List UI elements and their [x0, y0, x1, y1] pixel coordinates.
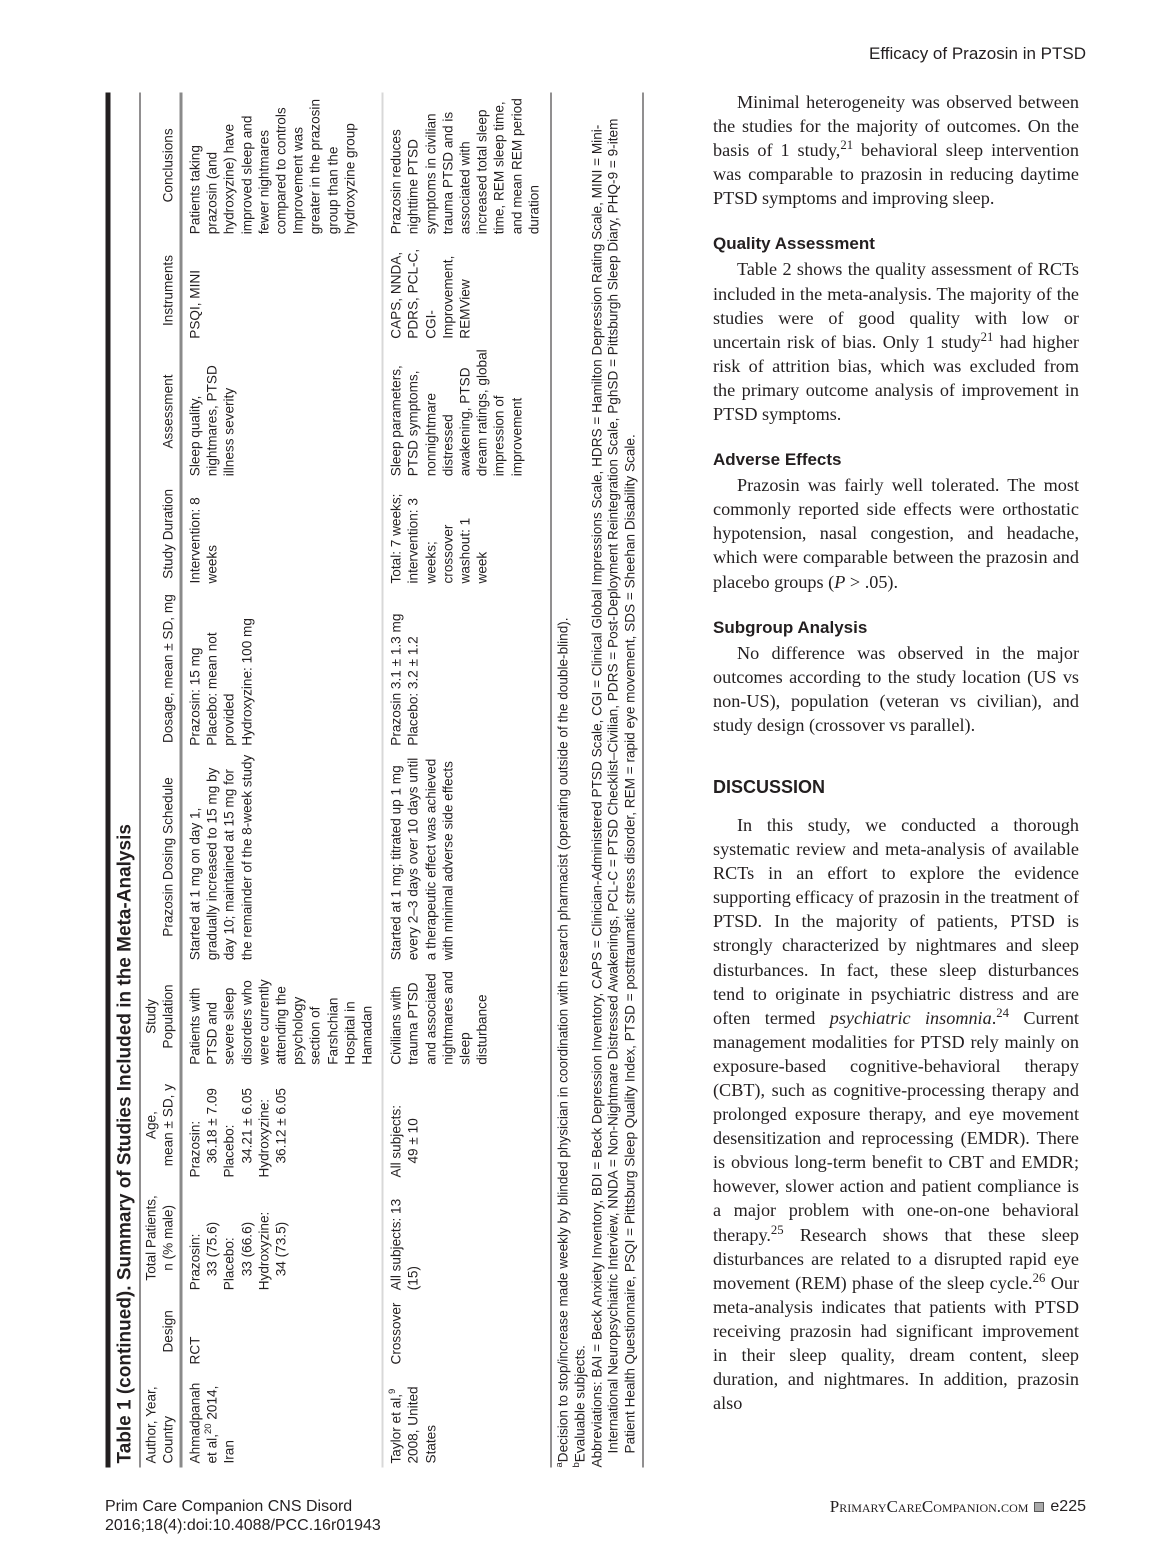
cell-dosing-schedule: Started at 1 mg on day 1, gradually increased to 15 mg by day 10; maintained at 15 mg for the remainder of the 8-week study — [181, 749, 383, 964]
summary-table — [140, 92, 551, 1467]
cell-design: RCT — [181, 1294, 383, 1368]
table-footnotes — [551, 92, 643, 1467]
heading-discussion: DISCUSSION — [713, 776, 826, 797]
table-row — [181, 92, 383, 1467]
running-head: Efficacy of Prazosin in PTSD — [869, 44, 1086, 63]
col-header-design: Design — [140, 1294, 181, 1368]
footer-citation — [105, 1497, 381, 1535]
cell-duration: Total: 7 weeks; intervention: 3 weeks; crossover washout: 1 week — [382, 480, 550, 587]
table-title: Table 1 (continued). Summary of Studies Included in the Meta-Analysis — [105, 92, 140, 1467]
footer-journal: Prim Care Companion CNS Disord — [105, 1498, 353, 1515]
cell-instruments: PSQI, MINI — [181, 238, 383, 343]
heading-quality-assessment: Quality Assessment — [713, 234, 875, 254]
col-header-dosing-schedule: Prazosin Dosing Schedule — [140, 749, 181, 964]
cell-assessment: Sleep quality, nightmares, PTSD illness severity — [181, 342, 383, 480]
cell-assessment: Sleep parameters, PTSD symptoms, nonnightmare distressed awakening, PTSD dream ratings, global impression of improvement — [382, 342, 550, 480]
col-header-age: Age, mean ± SD, y — [140, 1068, 181, 1181]
heading-subgroup-analysis: Subgroup Analysis — [713, 617, 868, 637]
cell-total-patients: Prazosin: 33 (75.6) Placebo: 33 (66.6) Hydroxyzine: 34 (73.5) — [181, 1181, 383, 1294]
square-bullet-icon — [1034, 1502, 1044, 1512]
cell-population: Civilians with trauma PTSD and associated nightmares and sleep disturbance — [382, 964, 550, 1069]
col-header-dosage: Dosage, mean ± SD, mg — [140, 587, 181, 749]
page-number: e225 — [1050, 1498, 1086, 1515]
col-header-instruments: Instruments — [140, 238, 181, 343]
paragraph-quality: Table 2 shows the quality assessment of RCTs included in the meta-analysis. The majority of the studies were of good quality with low or uncertain risk of bias. Only 1 study$^{21}$ had higher risk of attrition bias, which was excluded from the primary outcome analysis of improvement in PTSD symptoms. — [713, 259, 1079, 425]
body-column — [713, 90, 1079, 1415]
col-header-assessment: Assessment — [140, 342, 181, 480]
cell-age: Prazosin: 36.18 ± 7.09 Placebo: 34.21 ± 6.05 Hydroxyzine: 36.12 ± 6.05 — [181, 1068, 383, 1181]
cell-conclusions: Patients taking prazosin (and hydroxyzine) have improved sleep and fewer nightmares compared to controls Improvement was greater in the prazosin group than the hydroxyzine group — [181, 92, 383, 238]
paragraph-subgroup: No difference was observed in the major outcomes according to the study location (US vs non-US), population (veteran vs civilian), and study design (crossover vs parallel). — [713, 642, 1079, 735]
footer-site — [830, 1497, 1086, 1517]
cell-dosage: Prazosin: 15 mg Placebo: mean not provided Hydroxyzine: 100 mg — [181, 587, 383, 749]
paragraph-discussion: In this study, we conducted a thorough systematic review and meta-analysis of available RCTs in an effort to explore the evidence supporting efficacy of prazosin in the treatment of PTSD. In the majority of patients, PTSD is strongly characterized by nightmares and sleep disturbances. In fact, these sleep disturbances tend to originate in psychiatric distress and are often termed psychiatric insomnia.$^{24}$ Current management modalities for PTSD rely mainly on exposure-based cognitive-behavioral therapy (CBT), such as cognitive-processing therapy and prolonged exposure therapy, and eye movement desensitization and reprocessing (EMDR). There is obvious long-term benefit to CBT and EMDR; however, slower action and patient compliance is a major problem with one-on-one behavioral therapy.$^{25}$ Research shows that these sleep disturbances are related to a disrupted rapid eye movement (REM) phase of the sleep cycle.$^{26}$ Our meta-analysis indicates that patients with PTSD receiving prazosin had significant improvement in their sleep quality, dream content, sleep duration, and nightmares. In addition, prazosin also — [713, 814, 1080, 1414]
col-header-author: Author, Year, Country — [140, 1368, 181, 1467]
heading-adverse-effects: Adverse Effects — [713, 450, 842, 470]
col-header-conclusions: Conclusions — [140, 92, 181, 238]
cell-dosing-schedule: Started at 1 mg; titrated up 1 mg every 2–3 days over 10 days until a therapeutic effect was achieved with minimal adverse side effects — [382, 749, 550, 964]
col-header-population: Study Population — [140, 964, 181, 1069]
footnote-b: $^b$Evaluable subjects. — [570, 1344, 587, 1467]
cell-instruments: CAPS, NNDA, PDRS, PCL-C, CGI-Improvement, REMView — [382, 238, 550, 343]
header-row — [140, 92, 181, 1467]
cell-author: Taylor et al,$^9$ 2008, United States — [382, 1368, 550, 1467]
cell-conclusions: Prazosin reduces nighttime PTSD symptoms in civilian trauma PTSD and is associated with increased total sleep time, REM sleep time, and mean REM period duration — [382, 92, 550, 238]
cell-total-patients: All subjects: 13 (15) — [382, 1181, 550, 1294]
cell-duration: Intervention: 8 weeks — [181, 480, 383, 587]
footer-doi: 2016;18(4):doi:10.4088/PCC.16r01943 — [105, 1517, 381, 1534]
col-header-total-patients: Total Patients, n (% male) — [140, 1181, 181, 1294]
table-row — [382, 92, 550, 1467]
paragraph-adverse: Prazosin was fairly well tolerated. The most commonly reported side effects were orthostatic hypotension, nasal congestion, and headache, which were comparable between the prazosin and placebo groups (P > .05). — [713, 475, 1079, 592]
table-1-rotated — [105, 92, 682, 1467]
footer-site-link[interactable]: PrimaryCareCompanion.com — [829, 1497, 1029, 1516]
col-header-duration: Study Duration — [140, 480, 181, 587]
cell-age: All subjects: 49 ± 10 — [382, 1068, 550, 1181]
cell-author: Ahmadpanah et al,$^{20}$ 2014, Iran — [181, 1368, 383, 1467]
cell-dosage: Prazosin 3.1 ± 1.3 mg Placebo: 3.2 ± 1.2 — [382, 587, 550, 749]
table-container — [105, 92, 682, 1467]
footnote-a: $^a$Decision to stop/increase made weekly by blinded physician in coordination with research pharmacist (operating outside of the double-blind). — [553, 616, 571, 1467]
footnote-abbreviations: Abbreviations: BAI = Beck Anxiety Inventory, BDI = Beck Depression Inventory, CAPS = Clinician-Administered PTSD Scale, CGI = Clinical Global Impressions Scale, HDRS = Hamilton Depression Rating Scale, MINI = Mini-International Neuropsychiatric Interview, NNDA = Non-Nightmare Distressed Awakenings, PCL-C = PTSD Checklist–Civilian, PDRS = Post-Deployment Reintegration Scale, PghSD = Pittsburgh Sleep Diary, PHQ-9 = 9-item Patient Health Questionnaire, PSQI = Pittsburg Sleep Quality Index, PTSD = posttraumatic stress disorder, REM = rapid eye movement, SDS = Sheehan Disability Scale. — [588, 118, 638, 1467]
paragraph-heterogeneity: Minimal heterogeneity was observed between the studies for the majority of outcomes. On the basis of 1 study,$^{21}$ behavioral sleep intervention was comparable to prazosin in reducing daytime PTSD symptoms and improving sleep. — [713, 92, 1079, 209]
cell-population: Patients with PTSD and severe sleep disorders who were currently attending the psychology section of Farshchian Hospital in Hamadan — [181, 964, 383, 1069]
cell-design: Crossover — [382, 1294, 550, 1368]
